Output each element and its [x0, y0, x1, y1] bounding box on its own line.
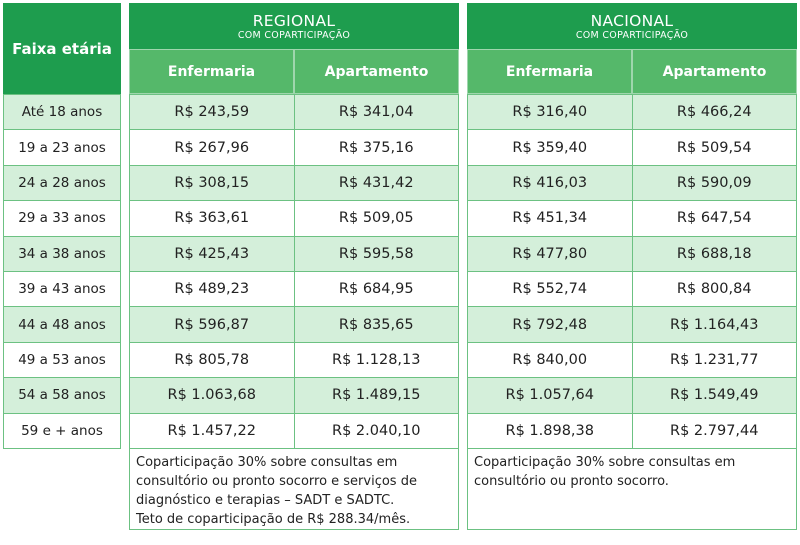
- table-row: [468, 129, 796, 164]
- table-row: [4, 129, 120, 164]
- nacional-note: [467, 449, 797, 530]
- table-row: [130, 306, 458, 341]
- age-rows: [3, 94, 121, 449]
- table-row: [468, 413, 796, 448]
- price-enfermaria-cell: R$ 596,87: [174, 316, 250, 333]
- price-enfermaria-cell: R$ 451,34: [512, 210, 588, 227]
- table-row: [130, 129, 458, 164]
- nacional-rows: [467, 94, 797, 449]
- table-row: [468, 342, 796, 377]
- table-row: [130, 377, 458, 412]
- nacional-header: [467, 3, 797, 49]
- price-enfermaria-cell: R$ 359,40: [512, 139, 588, 156]
- price-enfermaria-cell: R$ 792,48: [512, 316, 588, 333]
- price-apartamento-cell: R$ 688,18: [632, 237, 797, 271]
- regional-table: [129, 3, 459, 530]
- table-row: [130, 165, 458, 200]
- price-apartamento-cell: R$ 466,24: [632, 95, 797, 129]
- price-enfermaria-cell: R$ 1.057,64: [505, 387, 594, 404]
- table-row: [468, 271, 796, 306]
- age-cell: 34 a 38 anos: [18, 245, 106, 262]
- age-cell: 49 a 53 anos: [18, 351, 106, 368]
- table-row: [468, 165, 796, 200]
- price-enfermaria-cell: R$ 1.457,22: [167, 422, 256, 439]
- age-cell: 29 a 33 anos: [18, 210, 106, 227]
- note-line: consultório ou pronto socorro.: [474, 473, 669, 489]
- price-enfermaria-cell: R$ 363,61: [174, 210, 250, 227]
- age-cell: 39 a 43 anos: [18, 281, 106, 298]
- table-row: [468, 236, 796, 271]
- table-row: [468, 200, 796, 235]
- age-cell: 19 a 23 anos: [18, 139, 106, 156]
- price-enfermaria-cell: R$ 489,23: [174, 281, 250, 298]
- price-apartamento-cell: R$ 684,95: [294, 272, 459, 306]
- nacional-col-enfermaria: Enfermaria: [467, 49, 632, 94]
- price-apartamento-cell: R$ 509,05: [294, 201, 459, 235]
- table-row: [468, 377, 796, 412]
- nacional-col-apartamento: Apartamento: [632, 49, 797, 94]
- regional-header: [129, 3, 459, 49]
- price-enfermaria-cell: R$ 267,96: [174, 139, 250, 156]
- note-line: Coparticipação 30% sobre consultas em: [474, 454, 736, 470]
- price-apartamento-cell: R$ 1.231,77: [632, 343, 797, 377]
- table-row: [4, 200, 120, 235]
- nacional-subtitle: COM COPARTICIPAÇÃO: [575, 30, 689, 41]
- table-row: [4, 271, 120, 306]
- price-apartamento-cell: R$ 2.040,10: [294, 414, 459, 448]
- age-header: Faixa etária: [3, 3, 121, 94]
- table-row: [4, 236, 120, 271]
- regional-column-headers: [129, 49, 459, 94]
- regional-col-enfermaria: Enfermaria: [129, 49, 294, 94]
- price-apartamento-cell: R$ 341,04: [294, 95, 459, 129]
- nacional-table: [467, 3, 797, 530]
- age-cell: 59 e + anos: [21, 422, 103, 439]
- price-enfermaria-cell: R$ 477,80: [512, 245, 588, 262]
- price-enfermaria-cell: R$ 805,78: [174, 351, 250, 368]
- price-enfermaria-cell: R$ 308,15: [174, 174, 250, 191]
- regional-title: REGIONAL: [252, 12, 336, 30]
- age-cell: Até 18 anos: [21, 104, 103, 121]
- nacional-column-headers: [467, 49, 797, 94]
- table-row: [4, 342, 120, 377]
- table-row: [4, 94, 120, 129]
- price-apartamento-cell: R$ 647,54: [632, 201, 797, 235]
- table-row: [130, 94, 458, 129]
- age-cell: 44 a 48 anos: [18, 316, 106, 333]
- price-enfermaria-cell: R$ 840,00: [512, 351, 588, 368]
- price-apartamento-cell: R$ 375,16: [294, 130, 459, 164]
- age-cell: 24 a 28 anos: [18, 174, 106, 191]
- table-row: [4, 306, 120, 341]
- nacional-title: NACIONAL: [590, 12, 674, 30]
- table-row: [130, 200, 458, 235]
- table-row: [4, 377, 120, 412]
- note-line: Teto de coparticipação de R$ 288.34/mês.: [136, 511, 411, 527]
- price-enfermaria-cell: R$ 416,03: [512, 174, 588, 191]
- table-row: [468, 94, 796, 129]
- price-apartamento-cell: R$ 2.797,44: [632, 414, 797, 448]
- regional-note: [129, 449, 459, 530]
- note-line: diagnóstico e terapias – SADT e SADTC.: [136, 492, 395, 508]
- price-apartamento-cell: R$ 431,42: [294, 166, 459, 200]
- price-apartamento-cell: R$ 835,65: [294, 307, 459, 341]
- price-enfermaria-cell: R$ 1.898,38: [505, 422, 594, 439]
- regional-subtitle: COM COPARTICIPAÇÃO: [237, 30, 351, 41]
- table-row: [130, 342, 458, 377]
- table-row: [4, 165, 120, 200]
- table-row: [468, 306, 796, 341]
- price-apartamento-cell: R$ 1.489,15: [294, 378, 459, 412]
- price-apartamento-cell: R$ 1.128,13: [294, 343, 459, 377]
- note-line: Coparticipação 30% sobre consultas em: [136, 454, 398, 470]
- price-enfermaria-cell: R$ 1.063,68: [167, 387, 256, 404]
- age-column: [3, 3, 121, 449]
- price-apartamento-cell: R$ 1.164,43: [632, 307, 797, 341]
- price-apartamento-cell: R$ 590,09: [632, 166, 797, 200]
- price-enfermaria-cell: R$ 243,59: [174, 104, 250, 121]
- note-line: consultório ou pronto socorro e serviços de: [136, 473, 417, 489]
- age-cell: 54 a 58 anos: [18, 387, 106, 404]
- table-row: [4, 413, 120, 448]
- price-apartamento-cell: R$ 800,84: [632, 272, 797, 306]
- regional-rows: [129, 94, 459, 449]
- price-apartamento-cell: R$ 509,54: [632, 130, 797, 164]
- table-row: [130, 413, 458, 448]
- price-enfermaria-cell: R$ 552,74: [512, 281, 588, 298]
- regional-col-apartamento: Apartamento: [294, 49, 459, 94]
- price-enfermaria-cell: R$ 316,40: [512, 104, 588, 121]
- price-enfermaria-cell: R$ 425,43: [174, 245, 250, 262]
- price-apartamento-cell: R$ 595,58: [294, 237, 459, 271]
- table-row: [130, 236, 458, 271]
- price-apartamento-cell: R$ 1.549,49: [632, 378, 797, 412]
- table-row: [130, 271, 458, 306]
